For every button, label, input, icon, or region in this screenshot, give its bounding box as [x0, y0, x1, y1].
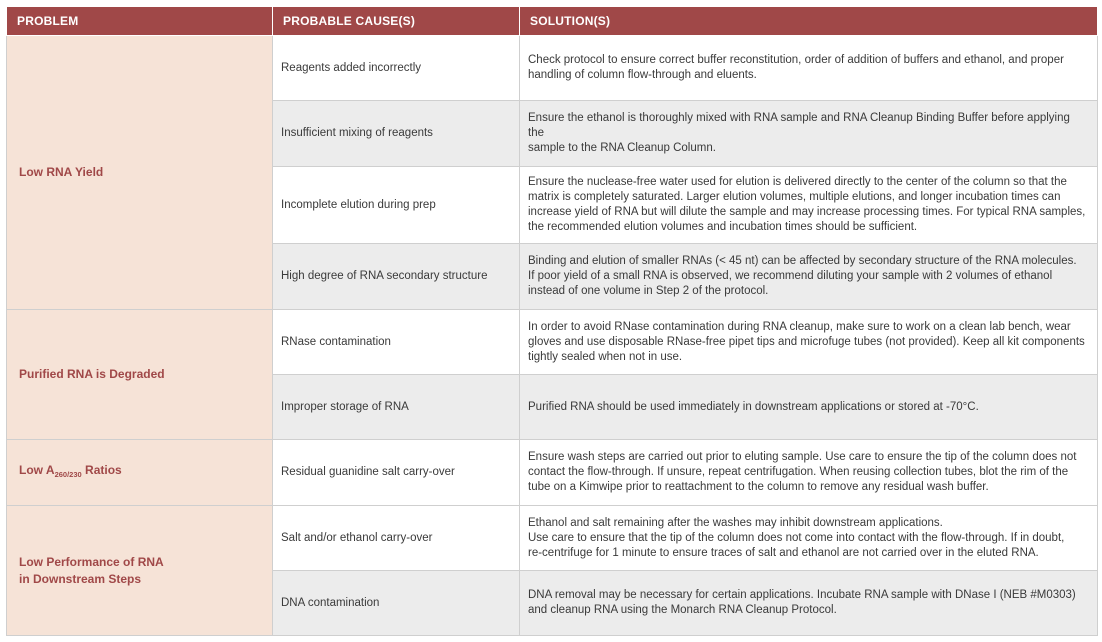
problem-subscript: 260/230 — [54, 470, 82, 479]
header-cause: PROBABLE CAUSE(S) — [273, 7, 520, 36]
solution-cell: Ensure the nuclease-free water used for elution is delivered directly to the center of the column so that the matrix is completely saturated. Larger elution volumes, multiple elutions, and longer incubation times can increase yield of RNA but will dilute the sample and may increase processing times. For typical RNA samples, the recommended elution volumes and incubation times should be sufficient. — [520, 167, 1098, 244]
solution-cell: Check protocol to ensure correct buffer reconstitution, order of addition of buffers and ethanol, and proper handling of column flow-through and eluents. — [520, 36, 1098, 101]
table-row — [7, 506, 1098, 571]
cause-cell: Salt and/or ethanol carry-over — [273, 506, 520, 571]
solution-cell: DNA removal may be necessary for certain applications. Incubate RNA sample with DNase I (NEB #M0303) and cleanup RNA using the Monarch RNA Cleanup Protocol. — [520, 571, 1098, 636]
header-row — [7, 7, 1098, 36]
cause-cell: DNA contamination — [273, 571, 520, 636]
problem-suffix: Ratios — [81, 463, 122, 477]
problem-low-rna-yield: Low RNA Yield — [7, 36, 273, 310]
troubleshooting-table — [6, 6, 1098, 636]
solution-cell: Ensure the ethanol is thoroughly mixed with RNA sample and RNA Cleanup Binding Buffer before applying the sample to the RNA Cleanup Column. — [520, 101, 1098, 167]
table-row — [7, 36, 1098, 101]
cause-cell: RNase contamination — [273, 310, 520, 375]
problem-low-a260-230-ratios — [7, 440, 273, 506]
problem-low-performance-downstream: Low Performance of RNA in Downstream Steps — [7, 506, 273, 636]
table-row — [7, 310, 1098, 375]
cause-cell: Insufficient mixing of reagents — [273, 101, 520, 167]
cause-cell: Incomplete elution during prep — [273, 167, 520, 244]
cause-cell: Residual guanidine salt carry-over — [273, 440, 520, 506]
cause-cell: Improper storage of RNA — [273, 375, 520, 440]
problem-purified-rna-degraded: Purified RNA is Degraded — [7, 310, 273, 440]
solution-cell: In order to avoid RNase contamination during RNA cleanup, make sure to work on a clean lab bench, wear gloves and use disposable RNase-free pipet tips and microfuge tubes (not provided). Keep all kit components tightly sealed when not in use. — [520, 310, 1098, 375]
solution-cell: Binding and elution of smaller RNAs (< 45 nt) can be affected by secondary structure of the RNA molecules. If poor yield of a small RNA is observed, we recommend diluting your sample with 2 volumes of ethanol instead of one volume in Step 2 of the protocol. — [520, 244, 1098, 310]
header-solution: SOLUTION(S) — [520, 7, 1098, 36]
problem-prefix: Low A — [19, 463, 55, 477]
solution-cell: Ethanol and salt remaining after the washes may inhibit downstream applications. Use care to ensure that the tip of the column does not come into contact with the flow-through. If in doubt, re-centrifuge for 1 minute to ensure traces of salt and ethanol are not carried over in the eluted RNA. — [520, 506, 1098, 571]
table-row — [7, 440, 1098, 506]
cause-cell: Reagents added incorrectly — [273, 36, 520, 101]
solution-cell: Ensure wash steps are carried out prior to eluting sample. Use care to ensure the tip of the column does not contact the flow-through. If unsure, repeat centrifugation. When reusing collection tubes, blot the rim of the tube on a Kimwipe prior to reattachment to the column to remove any residual wash buffer. — [520, 440, 1098, 506]
cause-cell: High degree of RNA secondary structure — [273, 244, 520, 310]
header-problem: PROBLEM — [7, 7, 273, 36]
solution-cell: Purified RNA should be used immediately in downstream applications or stored at -70°C. — [520, 375, 1098, 440]
